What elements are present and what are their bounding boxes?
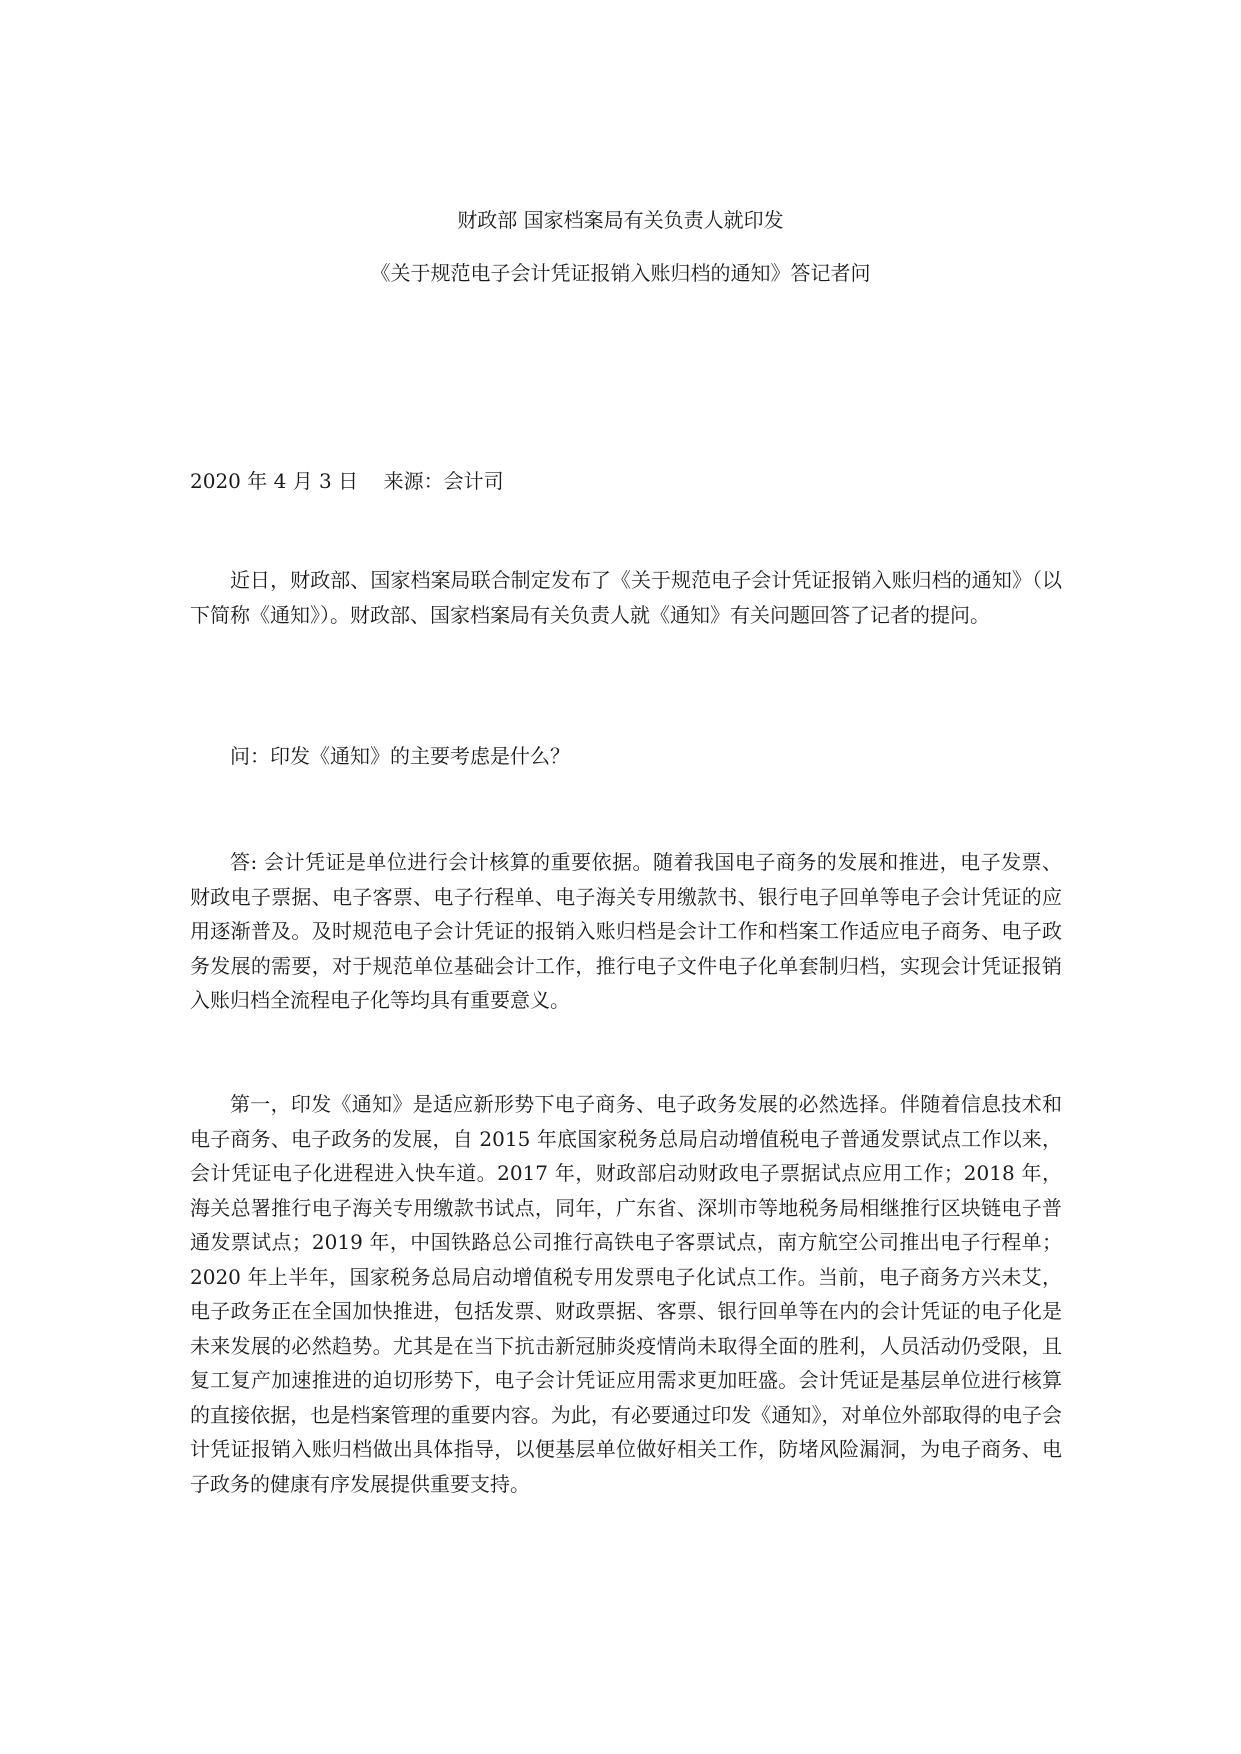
- title-line-1: 财政部 国家档案局有关负责人就印发: [457, 208, 784, 232]
- date-source-line: 2020 年 4 月 3 日 来源：会计司: [190, 469, 504, 493]
- answer-paragraph: 答: 会计凭证是单位进行会计核算的重要依据。随着我国电子商务的发展和推进，电子发票、财政电子票据、电子客票、电子行程单、电子海关专用缴款书、银行电子回单等电子会计凭证的应用逐渐普及。及时规范电子会计凭证的报销入账归档是会计工作和档案工作适应电子商务、电子政务发展的需要，对于规范单位基础会计工作，推行电子文件电子化单套制归档，实现会计凭证报销入账归档全流程电子化等均具有重要意义。: [190, 850, 1062, 1012]
- question-paragraph: 问：印发《通知》的主要考虑是什么？: [230, 744, 570, 768]
- intro-paragraph: 近日，财政部、国家档案局联合制定发布了《关于规范电子会计凭证报销入账归档的通知》（以下简称《通知》）。财政部、国家档案局有关负责人就《通知》有关问题回答了记者的提问。: [190, 568, 1062, 627]
- first-point-paragraph: 第一，印发《通知》是适应新形势下电子商务、电子政务发展的必然选择。伴随着信息技术和电子商务、电子政务的发展，自 2015 年底国家税务总局启动增值税电子普通发票试点工作以来，会计凭证电子化进程进入快车道。2017 年，财政部启动财政电子票据试点应用工作；2018 年，海关总署推行电子海关专用缴款书试点，同年，广东省、深圳市等地税务局相继推行区块链电子普通发票试点；2019 年，中国铁路总公司推行高铁电子客票试点，南方航空公司推出电子行程单；2020 年上半年，国家税务总局启动增值税专用发票电子化试点工作。当前，电子商务方兴未艾，电子政务正在全国加快推进，包括发票、财政票据、客票、银行回单等在内的会计凭证的电子化是未来发展的必然趋势。尤其是在当下抗击新冠肺炎疫情尚未取得全面的胜利，人员活动仍受限，且复工复产加速推进的迫切形势下，电子会计凭证应用需求更加旺盛。会计凭证是基层单位进行核算的直接依据，也是档案管理的重要内容。为此，有必要通过印发《通知》，对单位外部取得的电子会计凭证报销入账归档做出具体指导，以便基层单位做好相关工作，防堵风险漏洞，为电子商务、电子政务的健康有序发展提供重要支持。: [190, 1092, 1062, 1496]
- title-line-2: 《关于规范电子会计凭证报销入账归档的通知》答记者问: [370, 261, 871, 285]
